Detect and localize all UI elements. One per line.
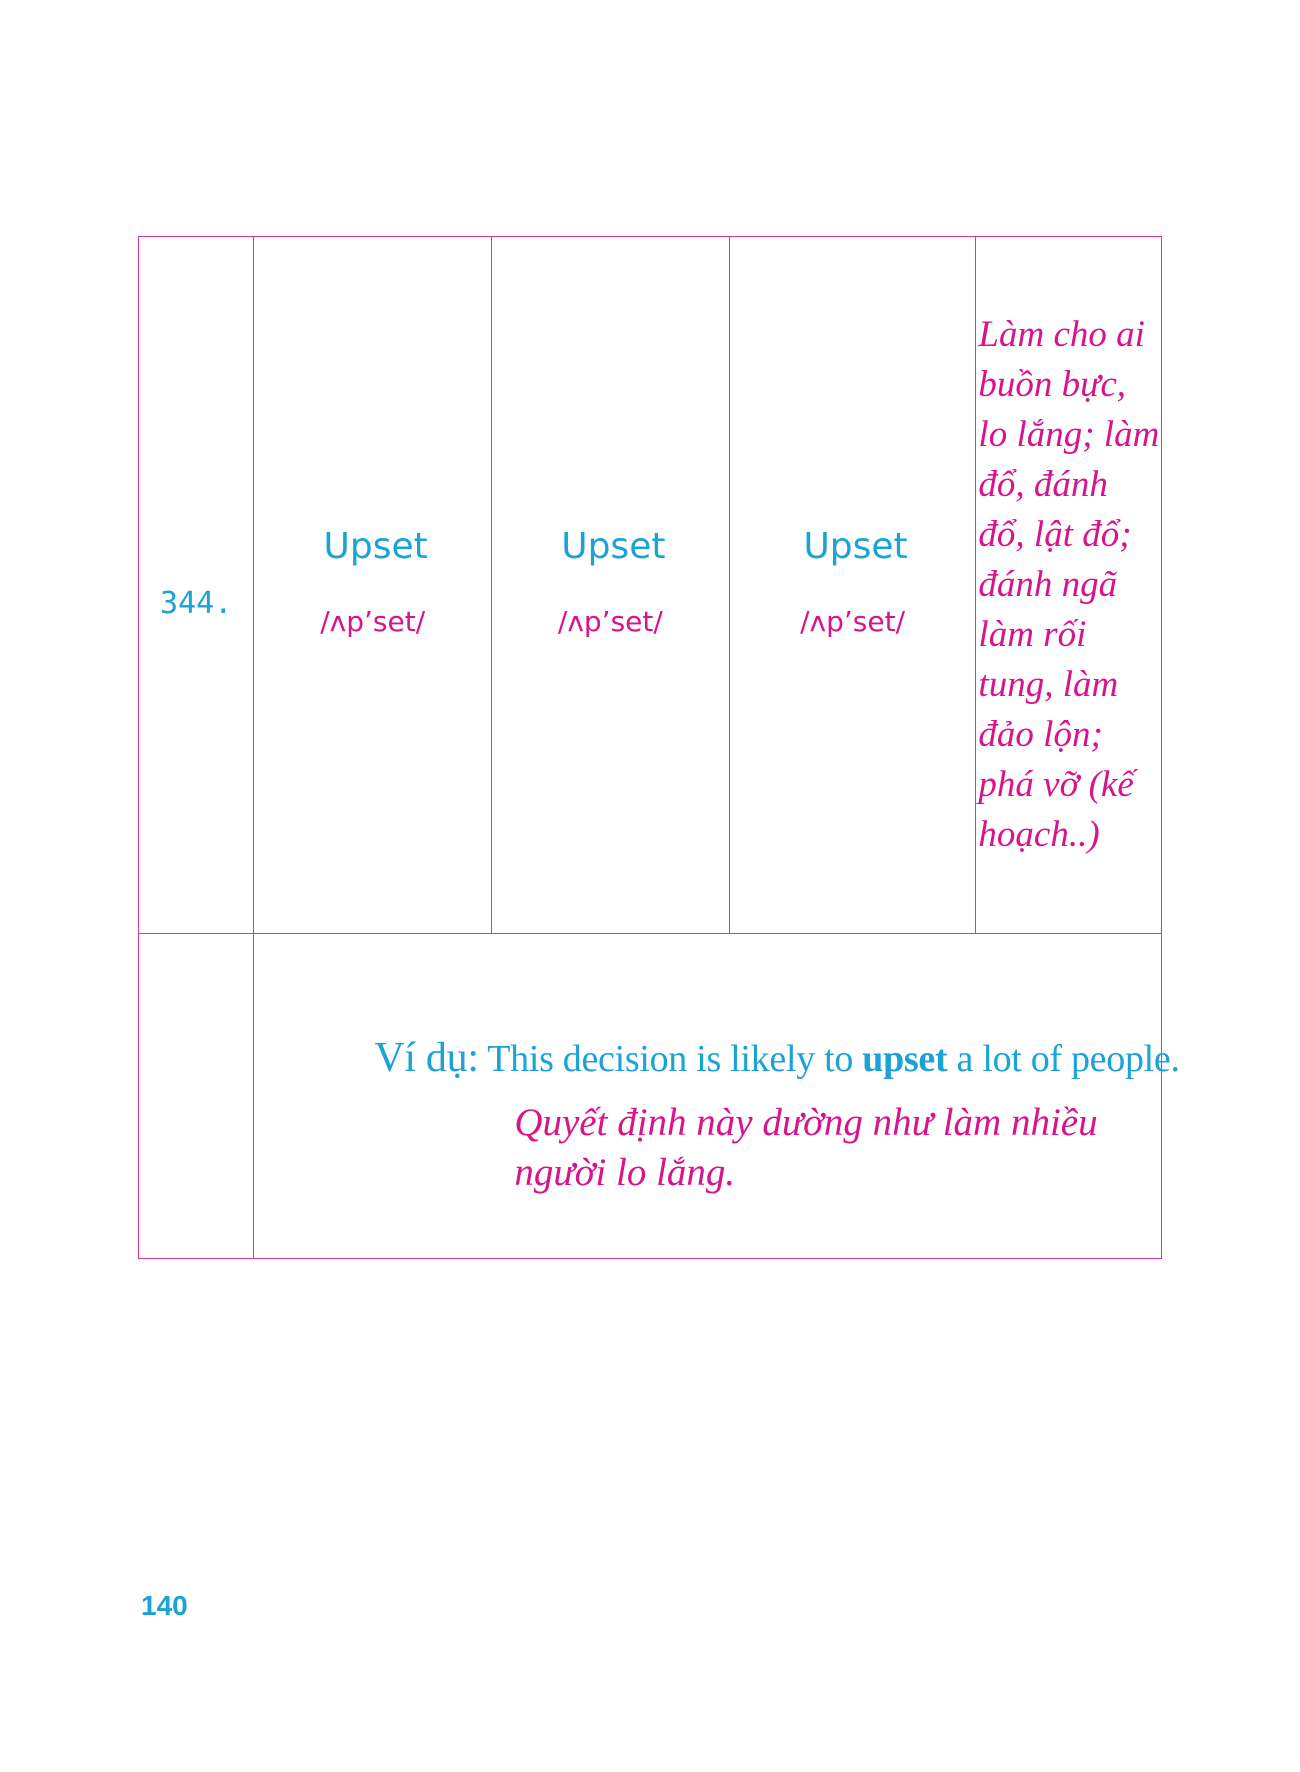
- word-1: Upset: [323, 526, 428, 567]
- ipa-2: /ʌp’set/: [557, 605, 663, 638]
- example-keyword: upset: [862, 1038, 948, 1080]
- example-cell: [254, 934, 1180, 1259]
- ipa-1: /ʌp’set/: [320, 605, 426, 638]
- meaning-cell: Làm cho ai buồn bực, lo lắng; làm đổ, đánh đổ, lật đổ; đánh ngã làm rối tung, làm đảo lộn; phá vỡ (kế hoạch..): [976, 237, 1162, 934]
- example-sentence: [254, 1034, 1180, 1082]
- ipa-3: /ʌp’set/: [800, 605, 906, 638]
- entry-row: [139, 237, 1162, 934]
- entry-number: 344.: [139, 237, 254, 934]
- example-translation: Quyết định này dường như làm nhiều người lo lắng.: [514, 1101, 1098, 1194]
- example-label: Ví dụ:: [374, 1035, 479, 1081]
- page-number: 140: [141, 1590, 188, 1621]
- word-cell-1: [254, 237, 492, 934]
- example-text-after: a lot of people.: [956, 1038, 1180, 1080]
- example-row: [139, 934, 1162, 1259]
- word-2: Upset: [561, 526, 666, 567]
- word-cell-2: [492, 237, 730, 934]
- vocabulary-table: [138, 236, 1180, 1259]
- word-cell-3: [729, 237, 976, 934]
- example-text-before: This decision is likely to: [487, 1038, 854, 1080]
- empty-number-cell: [139, 934, 254, 1259]
- word-3: Upset: [803, 526, 908, 567]
